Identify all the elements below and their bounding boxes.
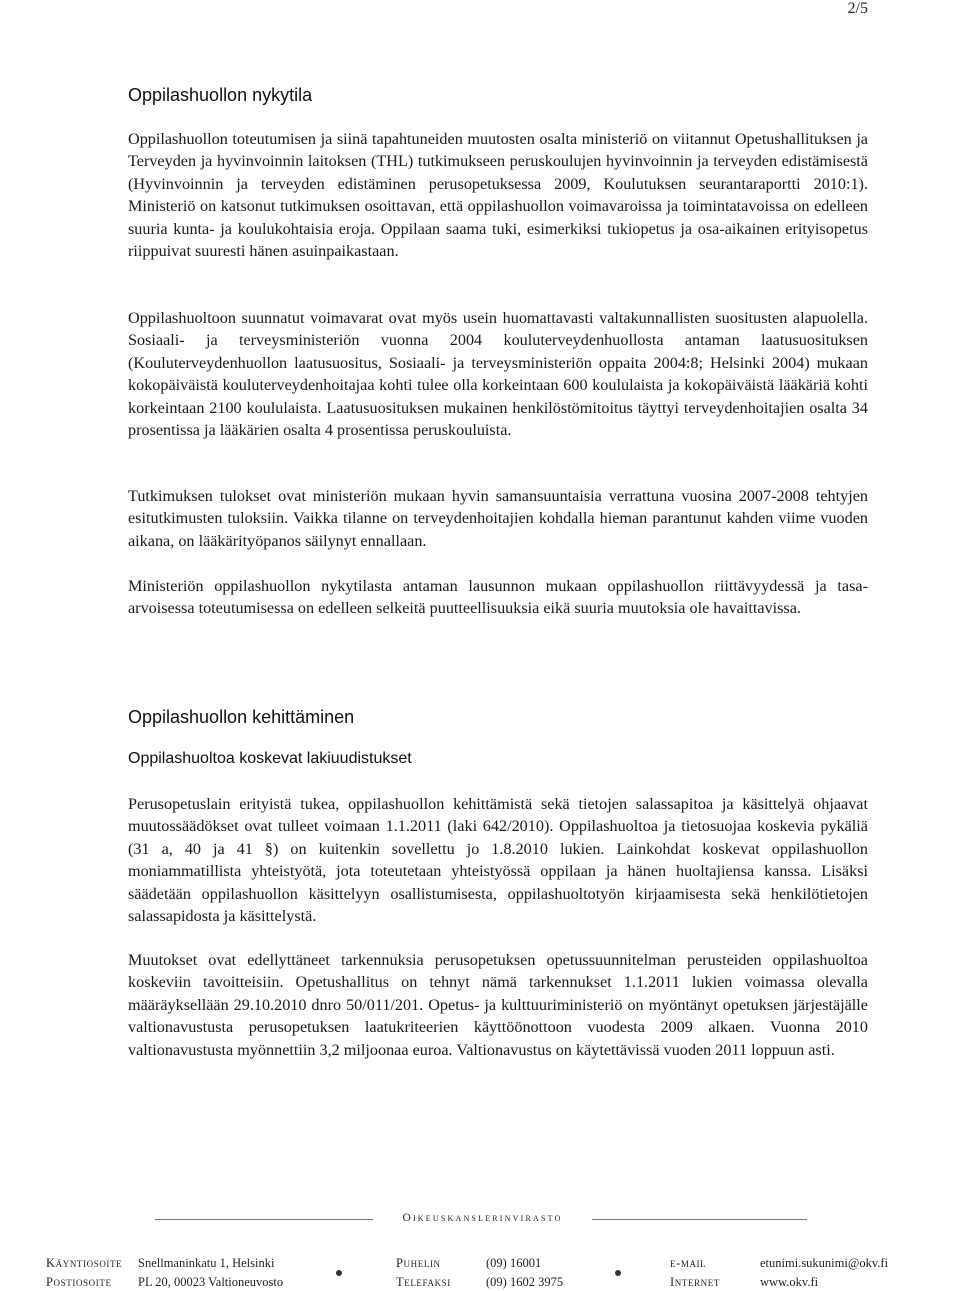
footer-label: Puhelin <box>396 1256 441 1270</box>
footer-label: e-mail <box>670 1256 707 1270</box>
footer-value: (09) 16001 <box>486 1256 542 1270</box>
footer-email <box>670 1256 888 1271</box>
section-heading-nykytila: Oppilashuollon nykytila <box>128 85 313 105</box>
footer-label: Käyntiosoite <box>46 1256 123 1270</box>
footer-value: www.okv.fi <box>760 1275 819 1289</box>
footer-divider <box>155 1219 373 1220</box>
paragraph: Muutokset ovat edellyttäneet tarkennuksia perusopetuksen opetussuunnitelman perusteiden oppilashuoltoa koskeviin tavoitteisiin. Opetushallitus on tehnyt nämä tarkennukset 1.1.2011 lukien voimassa olevalla määräyksellään 29.10.2010 dnro 50/011/201. Opetus- ja kulttuuriministeriö on myöntänyt opetuksen järjestäjälle valtionavustusta perusopetuksen laatukriteerien käyttöönottoon vuodesta 2009 alkaen. Vuonna 2010 valtionavustusta myönnettiin 3,2 miljoonaa euroa. Valtionavustus on käytettävissä vuoden 2011 loppuun asti. <box>128 951 868 1059</box>
footer-label: Internet <box>670 1275 720 1289</box>
footer-brand: Oikeuskanslerinvirasto <box>402 1212 563 1224</box>
footer-phone <box>396 1256 541 1271</box>
paragraph: Oppilashuollon toteutumisen ja siinä tapahtuneiden muutosten osalta ministeriö on viitannut Opetushallituksen ja Terveyden ja hyvinvoinnin laitoksen (THL) tutkimukseen peruskoulujen hyvinvoinnin ja terveyden edistämisestä (Hyvinvoinnin ja terveyden edistäminen perusopetuksessa 2009, Koulutuksen seurantaraportti 2010:1). Ministeriö on katsonut tutkimuksen osoittavan, että oppilashuollon voimavaroissa ja toimintatavoissa on edelleen suuria kunta- ja koulukohtaisia eroja. Oppilaan saama tuki, esimerkiksi tukiopetus ja osa-aikainen erityisopetus riippuivat suuresti hänen asuinpaikastaan. <box>128 130 868 261</box>
footer-divider <box>592 1219 807 1220</box>
paragraph: Perusopetuslain erityistä tukea, oppilashuollon kehittämistä sekä tietojen salassapitoa ja käsittelyä ohjaavat muutossäädökset ovat tulleet voimaan 1.1.2011 (laki 642/2010). Oppilashuoltoa ja tietosuojaa koskevia pykäliä (31 a, 40 ja 41 §) on kuitenkin sovellettu jo 1.8.2010 lukien. Lainkohdat koskevat oppilashuollon moniammatillista yhteistyötä, jota toteutetaan yhteistyössä oppilaan ja hänen huoltajiensa kanssa. Lisäksi säädetään oppilashuollon käsittelyyn osallistumisesta, oppilashuoltotyön kirjaamisesta sekä henkilötietojen salassapidosta ja käsittelystä. <box>128 795 868 926</box>
footer-post-address <box>46 1275 283 1290</box>
footer-value: etunimi.sukunimi@okv.fi <box>760 1256 889 1270</box>
footer-internet <box>670 1275 818 1290</box>
paragraph: Tutkimuksen tulokset ovat ministeriön mukaan hyvin samansuuntaisia verrattuna vuosina 2007-2008 tehtyjen esitutkimusten tuloksiin. Vaikka tilanne on terveydenhoitajien kohdalla hieman parantunut kahden viime vuoden aikana, on lääkärityöpanos säilynyt ennallaan. <box>128 487 868 550</box>
footer-value: PL 20, 00023 Valtioneuvosto <box>138 1275 284 1289</box>
section-heading-kehittaminen: Oppilashuollon kehittäminen <box>128 707 355 727</box>
footer-value: Snellmaninkatu 1, Helsinki <box>138 1256 275 1270</box>
footer-value: (09) 1602 3975 <box>486 1275 564 1289</box>
paragraph: Ministeriön oppilashuollon nykytilasta antaman lausunnon mukaan oppilashuollon riittävyydessä ja tasa-arvoisessa toteutumisessa on edelleen selkeitä puutteellisuuksia eikä suuria muutoksia ole havaittavissa. <box>128 577 868 618</box>
footer-label: Postiosoite <box>46 1275 112 1289</box>
paragraph: Oppilashuoltoon suunnatut voimavarat ovat myös usein huomattavasti valtakunnallisten suositusten alapuolella. Sosiaali- ja terveysministeriön vuonna 2004 kouluterveydenhuollosta antaman laatusuosituksen (Kouluterveydenhuollon laatusuositus, Sosiaali- ja terveysministeriön oppaita 2004:8; Helsinki 2004) mukaan kokopäiväistä kouluterveydenhoitajaa kohti tulee olla korkeintaan 600 koululaista ja kokopäiväistä lääkäriä kohti korkeintaan 2100 koululaista. Laatusuosituksen mukainen henkilöstömitoitus täyttyi terveydenhoitajien osalta 34 prosentissa ja lääkärien osalta 4 prosentissa peruskouluista. <box>128 309 868 440</box>
page-number: 2/5 <box>847 0 868 17</box>
footer-visit-address <box>46 1256 274 1271</box>
subsection-heading: Oppilashuoltoa koskevat lakiuudistukset <box>128 750 412 767</box>
footer-label: Telefaksi <box>396 1275 451 1289</box>
footer-fax <box>396 1275 563 1290</box>
footer-bullet-icon <box>336 1270 342 1276</box>
footer-bullet-icon <box>615 1270 621 1276</box>
page-footer <box>0 1200 960 1291</box>
